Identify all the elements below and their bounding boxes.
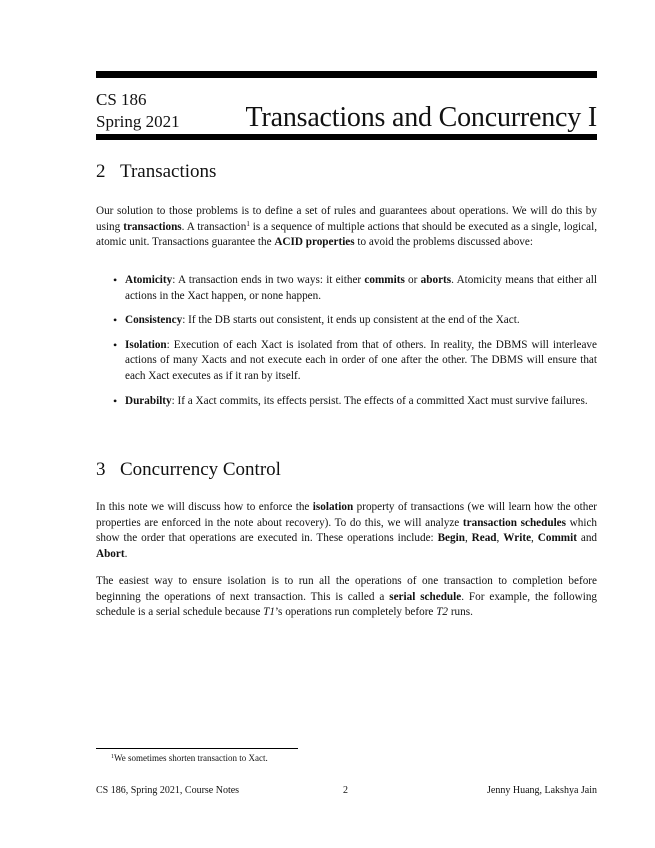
math-variable: T1 [263, 606, 275, 619]
paragraph-transactions-intro [96, 204, 597, 251]
text: . [124, 547, 128, 560]
text: Our solution to those problems is to define a set of rules and guarantees about operations. We will do this by using [96, 205, 597, 233]
list-term: Isolation [125, 338, 167, 351]
section-heading-concurrency-control [96, 459, 281, 481]
section-title: Transactions [120, 161, 217, 182]
operation-commit: Commit [537, 532, 577, 545]
operation-read: Read [471, 532, 497, 545]
footnote [111, 752, 268, 764]
bold-term: transaction schedules [462, 516, 567, 529]
text: . Atomicity means that either all actions in the Xact happen, or none happen. [125, 274, 597, 302]
text: , [496, 532, 504, 545]
bold-term: aborts [420, 274, 452, 286]
text: which show the order that operations are executed in. These operations include: [96, 516, 598, 545]
acid-list [114, 273, 597, 418]
header-rule-top [96, 71, 597, 78]
list-term: Consistency [125, 314, 183, 327]
text: : If a Xact commits, its effects persist. The effects of a committed Xact must survive failures. [171, 394, 588, 407]
text: . For example, the following schedule is a serial schedule because [96, 590, 598, 619]
footnote-rule [96, 748, 298, 749]
text: : A transaction ends in two ways: it either [172, 274, 365, 286]
list-term: Atomicity [125, 274, 173, 286]
text: In this note we will discuss how to enforce the [96, 501, 313, 513]
footnote-mark: 1 [246, 219, 250, 228]
list-item-atomicity [114, 273, 597, 304]
header-rule-bottom [96, 134, 597, 140]
bold-term: isolation [312, 501, 354, 513]
text: and [576, 532, 598, 545]
section-number: 3 [96, 459, 106, 480]
bold-term: serial schedule [389, 590, 462, 603]
section-number: 2 [96, 161, 106, 182]
text: runs. [448, 606, 473, 619]
bold-term: transactions [123, 220, 182, 233]
text: . A transaction [181, 220, 247, 233]
text: ’s operations run completely before [274, 606, 437, 619]
text: or [404, 274, 421, 286]
term-label: Spring 2021 [96, 112, 180, 131]
footnote-text: We sometimes shorten transaction to Xact. [114, 753, 268, 763]
text: : If the DB starts out consistent, it ends up consistent at the end of the Xact. [182, 314, 520, 327]
footnote-mark: 1 [111, 754, 114, 760]
list-item-consistency [114, 313, 597, 329]
operation-write: Write [503, 532, 532, 545]
text: : Execution of each Xact is isolated from that of others. In reality, the DBMS will interleave actions of many Xacts and not execute each in order of one after the other. The DBMS will ensure that each Xact executes as if it ran by itself. [125, 338, 597, 382]
text: , [531, 532, 538, 545]
page-title: Transactions and Concurrency I [245, 102, 597, 133]
bold-term: ACID properties [274, 236, 355, 249]
paragraph-serial-schedule [96, 574, 597, 621]
text: property of transactions (we will learn how the other properties are enforced in the note about recovery). To do this, we will analyze [96, 501, 598, 529]
bold-term: commits [364, 274, 405, 286]
math-variable: T2 [436, 606, 449, 619]
footer-authors: Jenny Huang, Lakshya Jain [487, 785, 597, 796]
text: to avoid the problems discussed above: [354, 236, 533, 249]
operation-abort: Abort [96, 547, 125, 560]
list-term: Durabilty [125, 394, 172, 407]
section-heading-transactions [96, 161, 216, 183]
course-label: CS 186 [96, 90, 147, 109]
operation-begin: Begin [437, 532, 465, 545]
section-title: Concurrency Control [120, 459, 281, 480]
list-item-isolation [114, 338, 597, 385]
text: The easiest way to ensure isolation is to run all the operations of one transaction to completion before beginning the operations of next transaction. This is called a [96, 575, 597, 603]
footer-page-number: 2 [343, 785, 348, 796]
paragraph-concurrency-intro [96, 500, 597, 562]
text: is a sequence of multiple actions that should be executed as a single, logical, atomic unit. Transactions guarantee the [96, 220, 597, 249]
text: , [464, 532, 472, 545]
footer-course-notes: CS 186, Spring 2021, Course Notes [96, 785, 240, 796]
list-item-durability [114, 394, 597, 410]
